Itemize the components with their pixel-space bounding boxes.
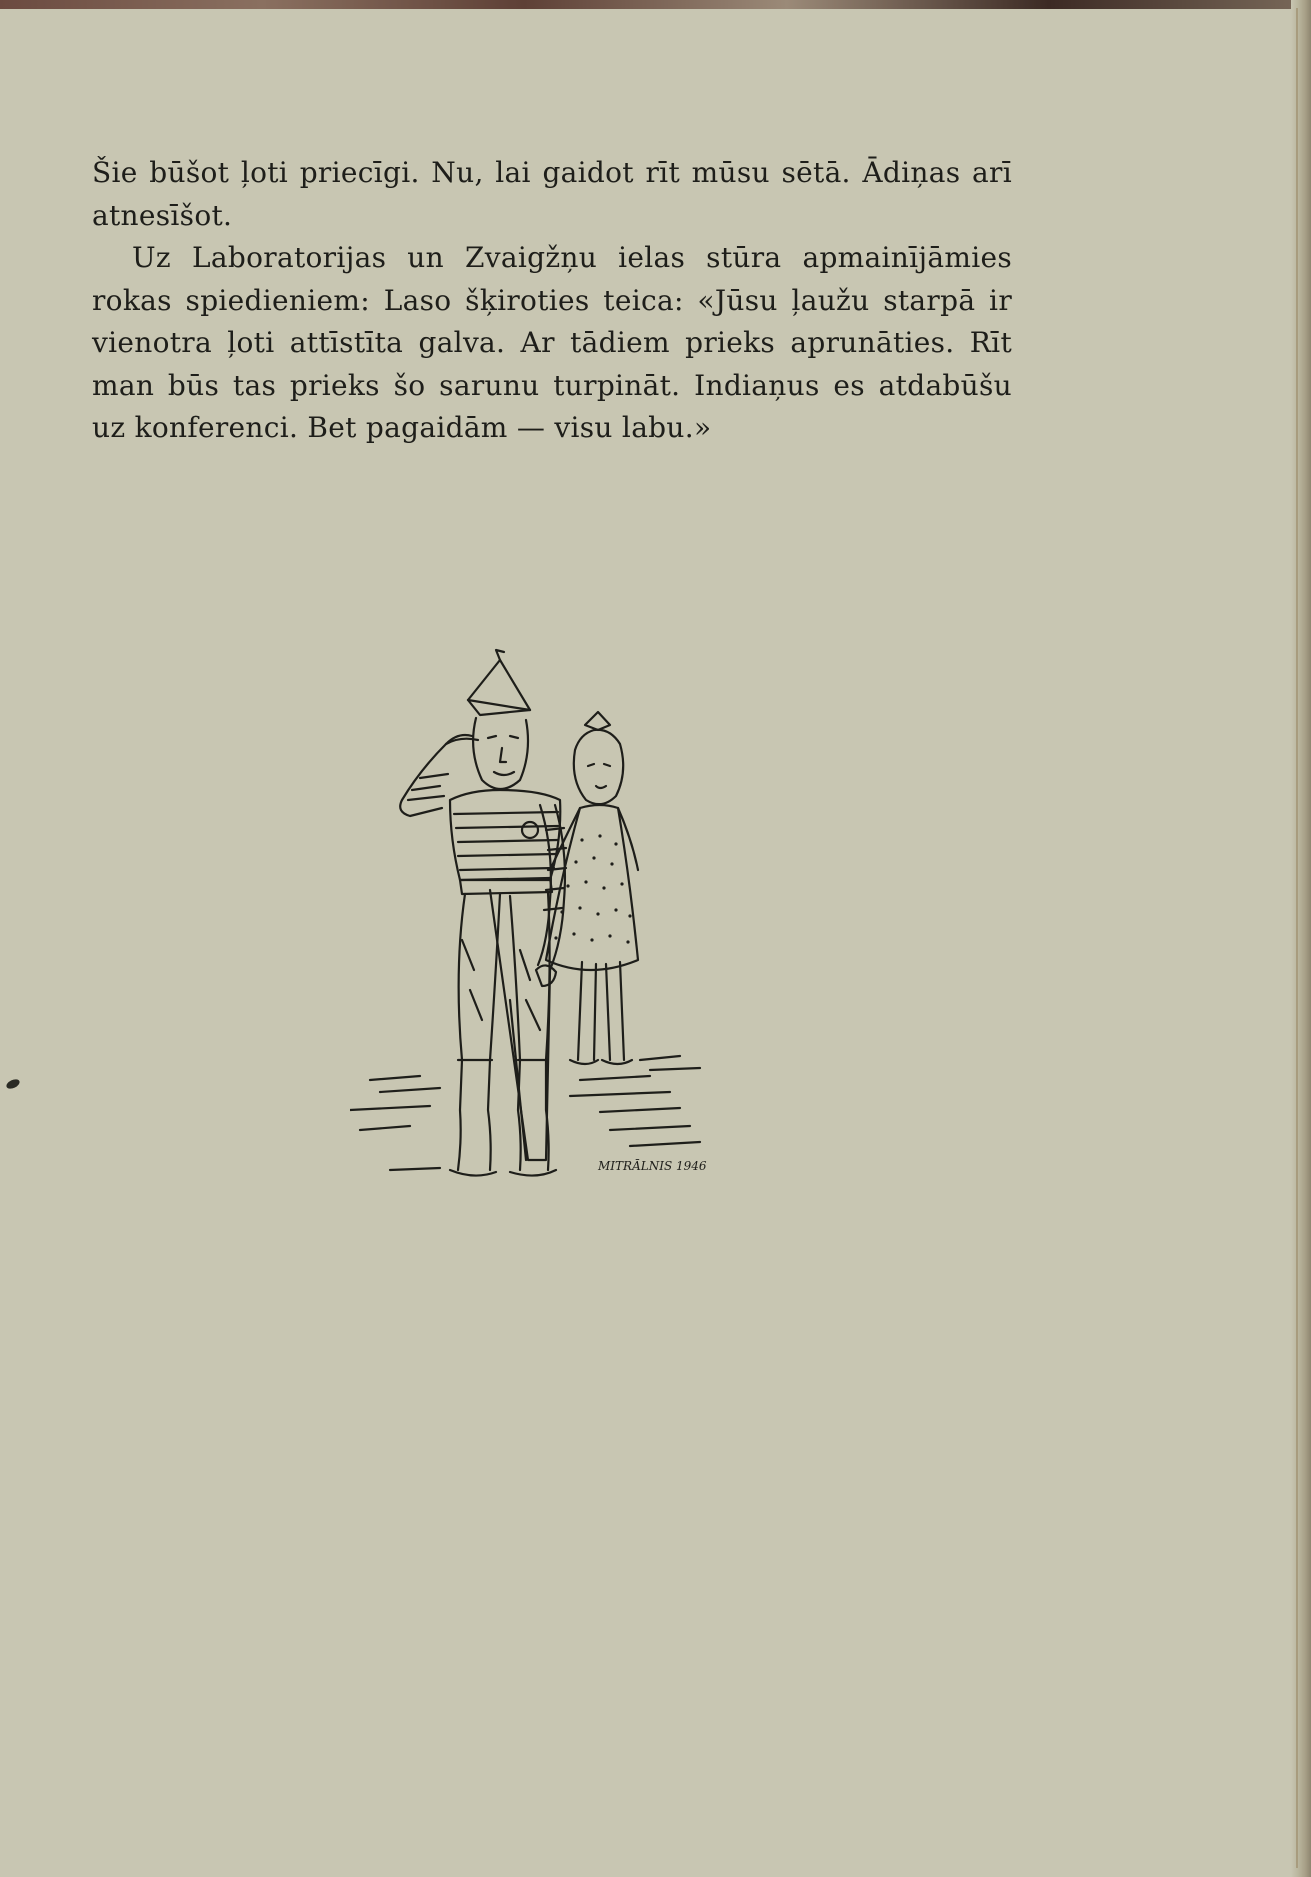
ink-speck	[5, 1077, 21, 1090]
page-right-edge	[1291, 0, 1311, 1877]
boy-right-leg	[510, 896, 521, 1170]
girl-head	[574, 730, 623, 804]
boy-striped-shirt	[450, 790, 560, 880]
body-text	[92, 152, 1012, 450]
page-binding-line	[1296, 8, 1298, 1868]
boy-and-girl-illustration	[350, 640, 760, 1200]
dress-dots	[554, 834, 631, 943]
artist-signature: MITRĀLNIS 1946	[598, 1159, 707, 1173]
boy-saluting-arm	[400, 739, 478, 816]
girl-legs	[578, 962, 624, 1060]
paragraph-1: Šie būšot ļoti priecīgi. Nu, lai gaidot rīt mūsu sētā. Ādiņas arī atnesīšot.	[92, 156, 1012, 232]
girl-hair-bow	[585, 712, 610, 730]
paragraph-2: Uz Laboratorijas un Zvaigžņu ielas stūra apmainījāmies rokas spiedieniem: Laso šķiroties teica: «Jūsu ļaužu starpā ir vienotra ļoti attīstīta galva. Ar tādiem prieks aprunāties. Rīt man būs tas prieks šo sarunu turpināt. Indiaņus es atdabūšu uz konferenci. Bet pagaidām — visu labu.»	[92, 241, 1012, 444]
ground-lines	[350, 1076, 440, 1170]
page-top-edge	[0, 0, 1311, 9]
boy-paper-hat	[468, 660, 530, 710]
boy-left-leg	[458, 894, 465, 1170]
